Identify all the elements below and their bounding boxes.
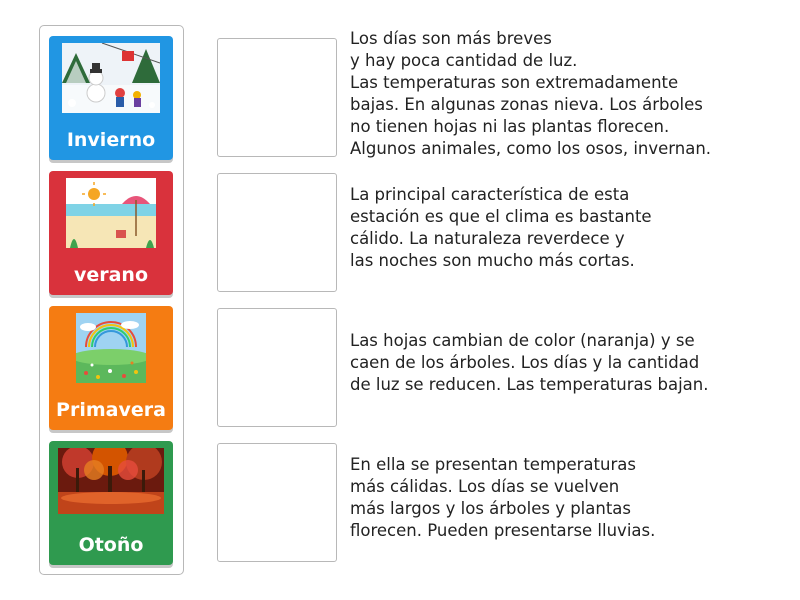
card-primavera[interactable]	[49, 306, 173, 430]
description-2: La principal característica de esta estación es que el clima es bastante cálido. La naturaleza reverdece y las noches son mucho más cortas.	[350, 185, 652, 270]
card-verano[interactable]	[49, 171, 173, 295]
winter-scene-image	[62, 43, 160, 113]
drop-slot-4[interactable]	[217, 443, 337, 562]
autumn-forest-image	[58, 448, 164, 514]
card-label: Invierno	[66, 129, 156, 151]
spring-meadow-image	[76, 313, 146, 383]
description-4: En ella se presentan temperaturas más cálidas. Los días se vuelven más largos y los árboles y plantas florecen. Pueden presentarse lluvias.	[350, 455, 656, 540]
drop-slot-3[interactable]	[217, 308, 337, 427]
description-3: Las hojas cambian de color (naranja) y se caen de los árboles. Los días y la cantidad de luz se reducen. Las temperaturas bajan.	[350, 331, 709, 394]
drop-slot-1[interactable]	[217, 38, 337, 157]
card-otono[interactable]	[49, 441, 173, 565]
drop-slot-2[interactable]	[217, 173, 337, 292]
beach-summer-image	[66, 178, 156, 248]
card-label: verano	[73, 264, 149, 286]
card-label: Primavera	[56, 399, 166, 421]
card-label: Otoño	[78, 534, 144, 556]
description-1: Los días son más breves y hay poca cantidad de luz. Las temperaturas son extremadamente bajas. En algunas zonas nieva. Los árboles no tienen hojas ni las plantas florecen. Algunos animales, como los osos, invernan.	[350, 29, 712, 158]
card-invierno[interactable]	[49, 36, 173, 160]
